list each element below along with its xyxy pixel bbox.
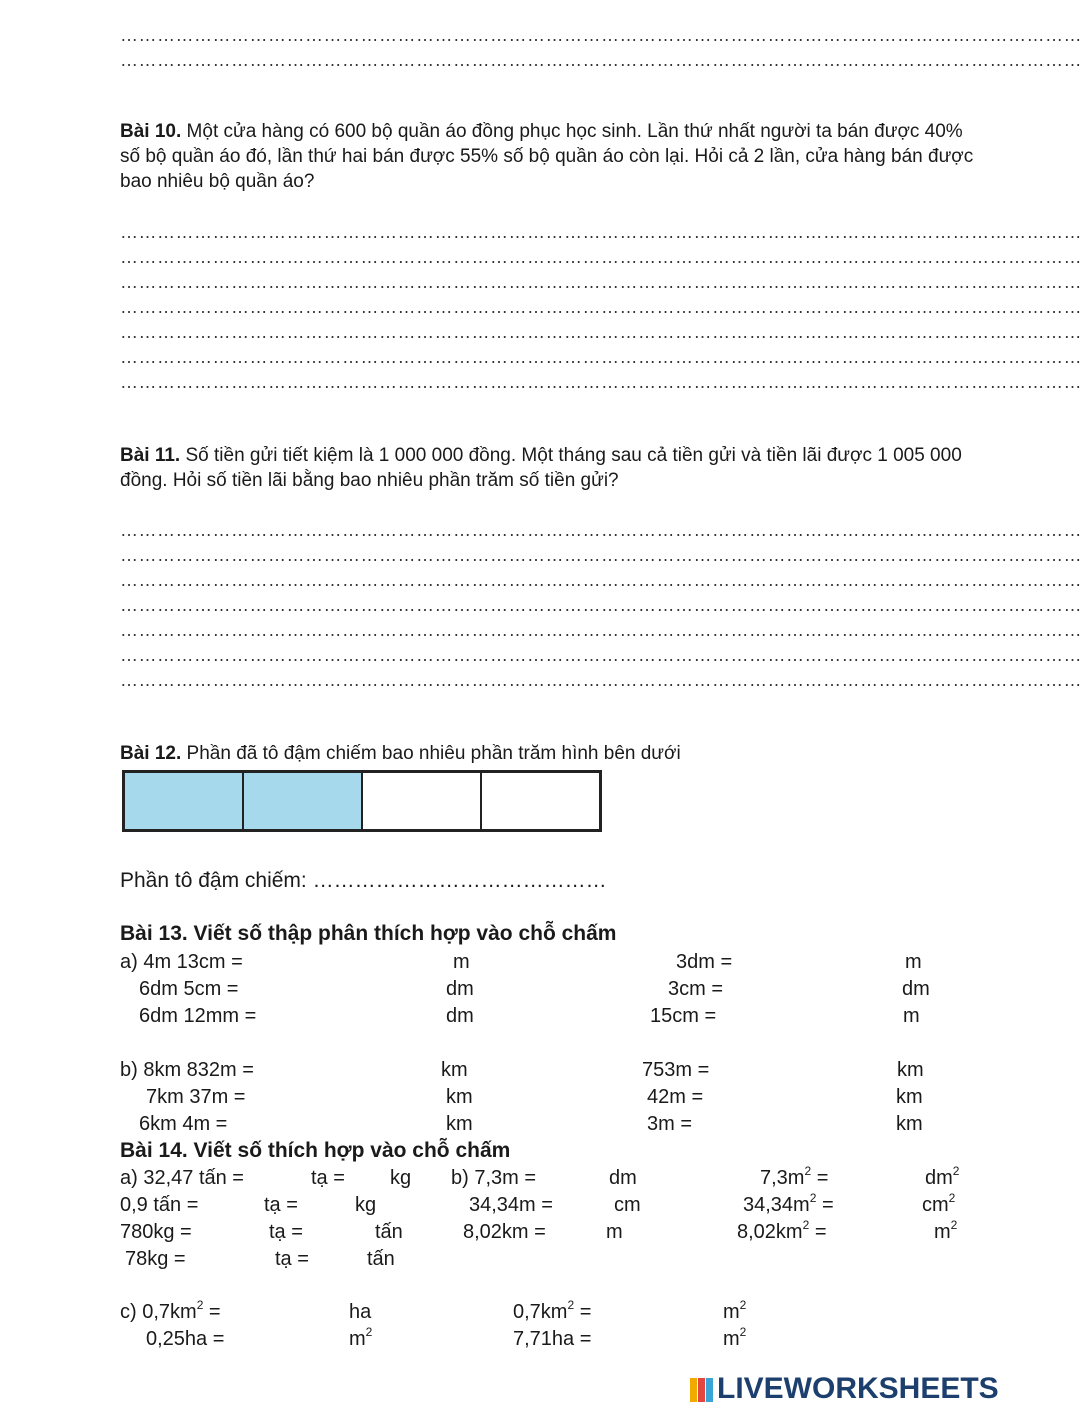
unit <box>934 1218 958 1244</box>
unit-base: cm <box>922 1194 949 1216</box>
expr: 7km 37m = <box>146 1086 246 1108</box>
liveworksheets-logo: LIVEWORKSHEETS <box>717 1372 999 1405</box>
expr: a) 4m 13cm = <box>120 951 243 973</box>
expr-eq: = <box>574 1301 592 1323</box>
expr: b) 8km 832m = <box>120 1059 254 1081</box>
exponent: 2 <box>950 1218 958 1232</box>
expr-base: 0,7km <box>513 1301 568 1323</box>
unit <box>925 1164 960 1190</box>
unit-base: dm <box>925 1167 953 1189</box>
unit: km <box>896 1086 923 1108</box>
expr: b) 7,3m = <box>451 1167 537 1189</box>
expr: 3dm = <box>676 951 733 973</box>
expr-eq: = <box>816 1194 834 1216</box>
fraction-segment-shaded <box>125 773 244 829</box>
exercise-12-label: Bài 12. <box>120 743 182 764</box>
exponent: 2 <box>739 1325 747 1339</box>
fraction-segment-empty <box>363 773 482 829</box>
answer-line[interactable]: ………………………………………………………………………………………………………………………………………… <box>120 670 1082 690</box>
exercise-11-label: Bài 11. <box>120 445 181 466</box>
expr: 78kg = <box>125 1248 186 1270</box>
answer-line[interactable]: ………………………………………………………………………………………………………………………………………… <box>120 372 1082 392</box>
expr: 0,25ha = <box>146 1328 225 1350</box>
answer-line[interactable]: ………………………………………………………………………………………………………………………………………… <box>120 272 1082 292</box>
expr <box>737 1218 827 1244</box>
unit: dm <box>609 1167 637 1189</box>
expr-eq: = <box>811 1167 829 1189</box>
answer-line[interactable]: ………………………………………………………………………………………………………………………………………… <box>120 50 1082 70</box>
answer-line[interactable]: ………………………………………………………………………………………………………………………………………… <box>120 595 1082 615</box>
unit: kg <box>355 1194 377 1216</box>
answer-line[interactable]: ………………………………………………………………………………………………………………………………………… <box>120 322 1082 342</box>
expr-eq: = <box>203 1301 221 1323</box>
exponent: 2 <box>739 1298 747 1312</box>
answer-line[interactable]: ………………………………………………………………………………………………………………………………………… <box>120 25 1082 45</box>
unit-base: m <box>723 1301 740 1323</box>
exercise-11 <box>120 443 980 493</box>
expr: 3cm = <box>668 978 724 1000</box>
unit: tấn <box>375 1221 403 1243</box>
unit: km <box>446 1113 473 1135</box>
exercise-12 <box>120 741 980 766</box>
expr: 0,9 tấn = <box>120 1194 199 1216</box>
expr: 7,71ha = <box>513 1328 592 1350</box>
unit: m <box>453 951 470 973</box>
fraction-bar <box>122 770 602 832</box>
expr: a) 32,47 tấn = <box>120 1167 244 1189</box>
expr-base: 8,02km <box>737 1221 803 1243</box>
exercise-10-label: Bài 10. <box>120 121 182 142</box>
expr-eq: = <box>809 1221 827 1243</box>
answer-line[interactable]: ………………………………………………………………………………………………………………………………………… <box>120 570 1082 590</box>
fraction-segment-shaded <box>244 773 363 829</box>
expr: 15cm = <box>650 1005 717 1027</box>
expr <box>120 1298 221 1324</box>
answer-line[interactable]: ………………………………………………………………………………………………………………………………………… <box>120 545 1082 565</box>
exponent: 2 <box>804 1164 812 1178</box>
unit: m <box>606 1221 623 1243</box>
exponent: 2 <box>365 1325 373 1339</box>
unit <box>723 1298 747 1324</box>
unit-base: m <box>349 1328 366 1350</box>
unit-base: m <box>934 1221 951 1243</box>
expr-base: 34,34m <box>743 1194 810 1216</box>
expr: 780kg = <box>120 1221 192 1243</box>
unit: km <box>446 1086 473 1108</box>
unit: tạ = <box>269 1221 303 1243</box>
unit <box>723 1325 747 1351</box>
expr: 6dm 12mm = <box>139 1005 257 1027</box>
unit <box>922 1191 956 1217</box>
exercise-10-text: Một cửa hàng có 600 bộ quần áo đồng phục học sinh. Lần thứ nhất người ta bán được 40% số bộ quần áo đó, lần thứ hai bán được 55% số bộ quần áo còn lại. Hỏi cả 2 lần, cửa hàng bán được bao nhiêu bộ quần áo? <box>120 121 974 192</box>
unit: cm <box>614 1194 641 1216</box>
exponent: 2 <box>567 1298 575 1312</box>
unit <box>349 1325 373 1351</box>
exponent: 2 <box>948 1191 956 1205</box>
unit: km <box>896 1113 923 1135</box>
unit: ha <box>349 1301 372 1323</box>
expr-base: 7,3m <box>760 1167 805 1189</box>
unit: m <box>903 1005 920 1027</box>
unit: tấn <box>367 1248 395 1270</box>
unit: tạ = <box>311 1167 345 1189</box>
expr: 34,34m = <box>469 1194 553 1216</box>
unit: km <box>441 1059 468 1081</box>
exponent: 2 <box>952 1164 960 1178</box>
expr: 6dm 5cm = <box>139 978 239 1000</box>
liveworksheets-logo-icon <box>690 1378 714 1402</box>
answer-line[interactable]: ………………………………………………………………………………………………………………………………………… <box>120 297 1082 317</box>
answer-line[interactable]: ………………………………………………………………………………………………………………………………………… <box>120 222 1082 242</box>
exercise-10 <box>120 119 980 194</box>
unit: kg <box>390 1167 412 1189</box>
answer-line[interactable]: ………………………………………………………………………………………………………………………………………… <box>120 247 1082 267</box>
unit: m <box>905 951 922 973</box>
answer-line[interactable]: ………………………………………………………………………………………………………………………………………… <box>120 520 1082 540</box>
answer-line[interactable]: ………………………………………………………………………………………………………………………………………… <box>120 347 1082 367</box>
expr: 3m = <box>647 1113 693 1135</box>
unit: tạ = <box>275 1248 309 1270</box>
expr <box>743 1191 834 1217</box>
answer-line[interactable]: ………………………………………………………………………………………………………………………………………… <box>120 645 1082 665</box>
expr: 42m = <box>647 1086 704 1108</box>
unit: dm <box>446 978 474 1000</box>
exponent: 2 <box>196 1298 204 1312</box>
expr: 8,02km = <box>463 1221 546 1243</box>
unit: km <box>897 1059 924 1081</box>
unit: dm <box>902 978 930 1000</box>
exercise-14-title: Bài 14. Viết số thích hợp vào chỗ chấm <box>120 1139 511 1162</box>
unit: dm <box>446 1005 474 1027</box>
exponent: 2 <box>802 1218 810 1232</box>
exponent: 2 <box>809 1191 817 1205</box>
unit: tạ = <box>264 1194 298 1216</box>
answer-line[interactable]: ………………………………………………………………………………………………………………………………………… <box>120 620 1082 640</box>
exercise-12-text: Phần đã tô đậm chiếm bao nhiêu phần trăm hình bên dưới <box>181 743 681 764</box>
expr <box>513 1298 592 1324</box>
expr <box>760 1164 829 1190</box>
exercise-12-answer[interactable]: Phần tô đậm chiếm: …………………………………… <box>120 869 607 892</box>
expr-base: c) 0,7km <box>120 1301 197 1323</box>
exercise-11-text: Số tiền gửi tiết kiệm là 1 000 000 đồng. Một tháng sau cả tiền gửi và tiền lãi được 1 005 000 đồng. Hỏi số tiền lãi bằng bao nhiêu phần trăm số tiền gửi? <box>120 445 962 491</box>
unit-base: m <box>723 1328 740 1350</box>
exercise-13-title: Bài 13. Viết số thập phân thích hợp vào chỗ chấm <box>120 922 617 945</box>
expr: 753m = <box>642 1059 710 1081</box>
expr: 6km 4m = <box>139 1113 228 1135</box>
fraction-segment-empty <box>482 773 599 829</box>
